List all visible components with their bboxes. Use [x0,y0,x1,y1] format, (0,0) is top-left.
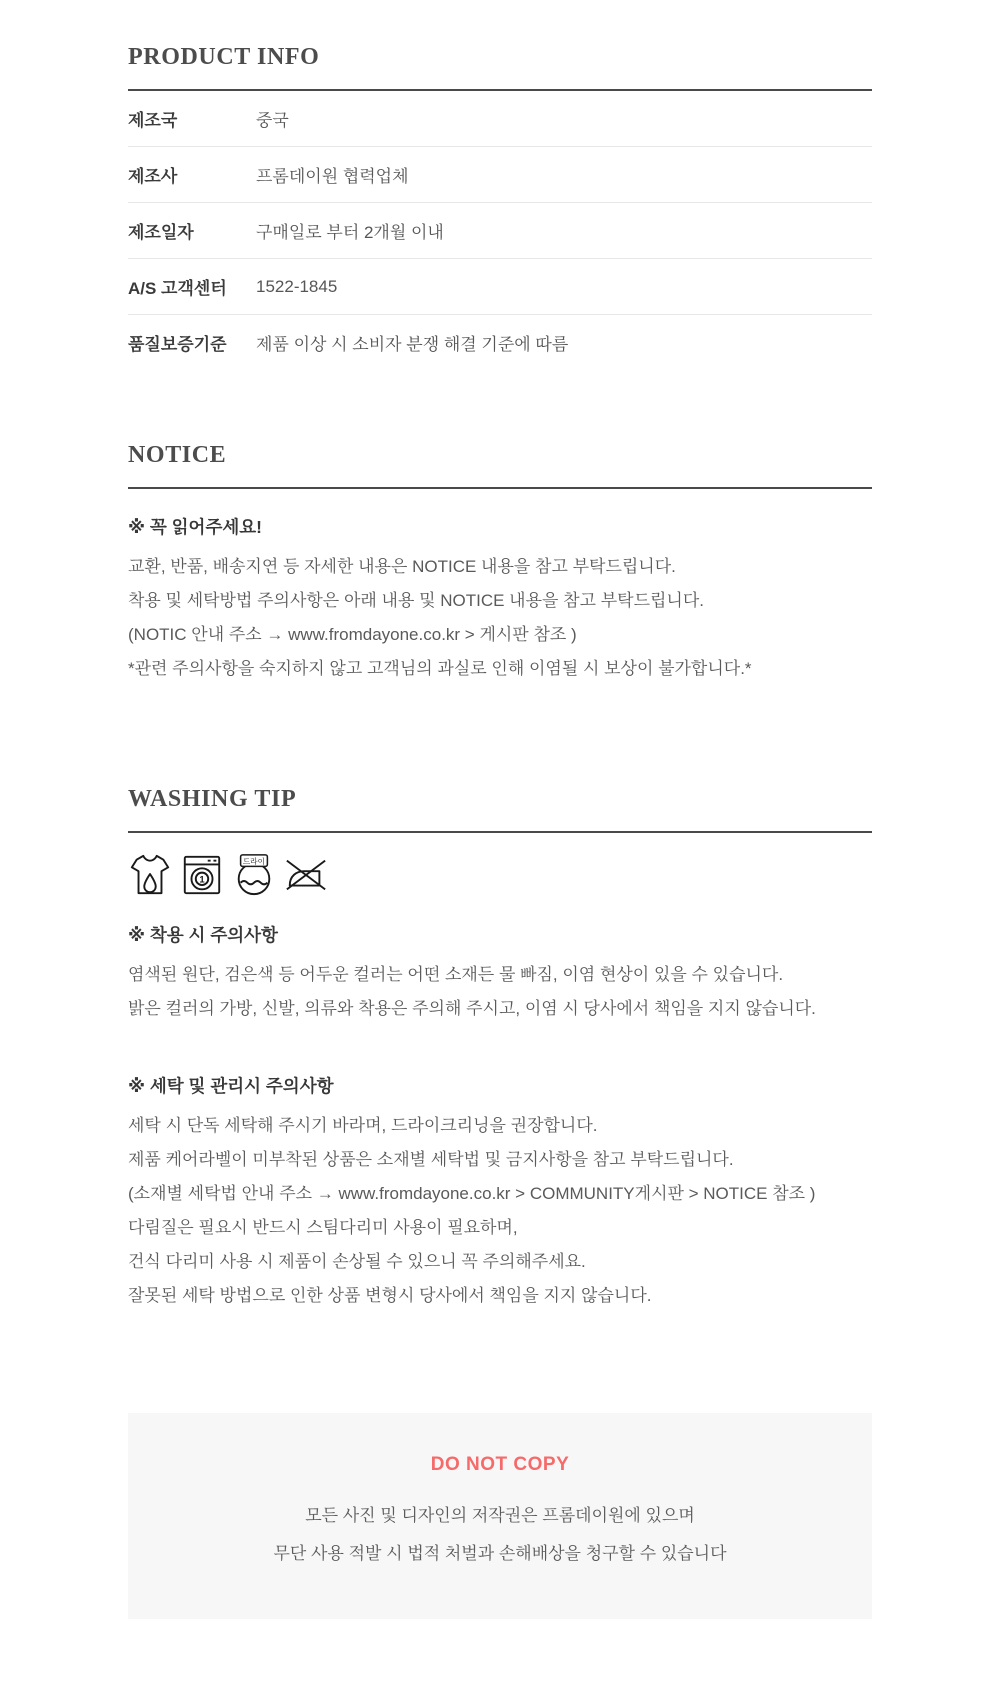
washing-tip-section [128,786,872,1309]
notice-line: (NOTIC 안내 주소 → www.fromdayone.co.kr > 게시판 참조 ) [128,625,577,644]
care-caution-line: 제품 케어라벨이 미부착된 상품은 소재별 세탁법 및 금지사항을 참고 부탁드립니다. [128,1150,734,1169]
row-label: 제조국 [128,111,178,130]
care-caution-heading: ※ 세탁 및 관리시 주의사항 [128,1076,334,1096]
row-label: A/S 고객센터 [128,279,227,298]
notice-line: *관련 주의사항을 숙지하지 않고 고객님의 과실로 인해 이염될 시 보상이 불가합니다.* [128,659,752,678]
table-row [128,259,872,315]
row-label: 품질보증기준 [128,335,227,354]
care-caution-line: 세탁 시 단독 세탁해 주시기 바라며, 드라이크리닝을 권장합니다. [128,1116,598,1135]
notice-title: NOTICE [128,442,227,468]
table-row [128,91,872,147]
washing-tip-title: WASHING TIP [128,786,297,812]
row-value: 구매일로 부터 2개월 이내 [256,223,444,242]
care-caution-line: (소재별 세탁법 안내 주소 → www.fromdayone.co.kr > COMMUNITY게시판 > NOTICE 참조 ) [128,1184,816,1203]
table-row [128,203,872,259]
notice-section [128,442,872,682]
dry-clean-icon [232,853,276,897]
product-info-table [128,91,872,370]
copyright-line: 무단 사용 적발 시 법적 처벌과 손해배상을 청구할 수 있습니다 [273,1544,727,1563]
section-divider [128,831,872,833]
product-info-title: PRODUCT INFO [128,44,320,70]
copyright-line: 모든 사진 및 디자인의 저작권은 프롬데이원에 있으며 [305,1506,695,1525]
care-caution-line: 다림질은 필요시 반드시 스팀다리미 사용이 필요하며, [128,1218,518,1237]
row-value: 중국 [256,111,289,130]
row-value: 프롬데이원 협력업체 [256,167,409,186]
row-label: 제조사 [128,167,178,186]
machine-wash-icon [180,853,224,897]
laundry-care-icons [128,853,872,897]
wear-caution-line: 밝은 컬러의 가방, 신발, 의류와 착용은 주의해 주시고, 이염 시 당사에서 책임을 지지 않습니다. [128,999,816,1018]
notice-line: 교환, 반품, 배송지연 등 자세한 내용은 NOTICE 내용을 참고 부탁드립니다. [128,557,676,576]
wear-caution-heading: ※ 착용 시 주의사항 [128,925,278,945]
machine-digit: 1 [199,874,205,886]
notice-heading: ※ 꼭 읽어주세요! [128,517,262,537]
row-value: 1522-1845 [256,276,338,296]
copyright-box [128,1413,872,1619]
table-row [128,315,872,371]
notice-line: 착용 및 세탁방법 주의사항은 아래 내용 및 NOTICE 내용을 참고 부탁드립니다. [128,591,704,610]
dry-label: 드라이 [242,857,266,866]
row-value: 제품 이상 시 소비자 분쟁 해결 기준에 따름 [256,335,569,354]
no-iron-icon [284,853,328,897]
table-row [128,147,872,203]
care-caution-line: 건식 다리미 사용 시 제품이 손상될 수 있으니 꼭 주의해주세요. [128,1252,586,1271]
do-not-copy-title: DO NOT COPY [430,1454,570,1475]
tshirt-wash-icon [128,853,172,897]
row-label: 제조일자 [128,223,194,242]
care-caution-line: 잘못된 세탁 방법으로 인한 상품 변형시 당사에서 책임을 지지 않습니다. [128,1286,652,1305]
section-divider [128,487,872,489]
product-info-section [128,44,872,370]
wear-caution-line: 염색된 원단, 검은색 등 어두운 컬러는 어떤 소재든 물 빠짐, 이염 현상이 있을 수 있습니다. [128,965,784,984]
